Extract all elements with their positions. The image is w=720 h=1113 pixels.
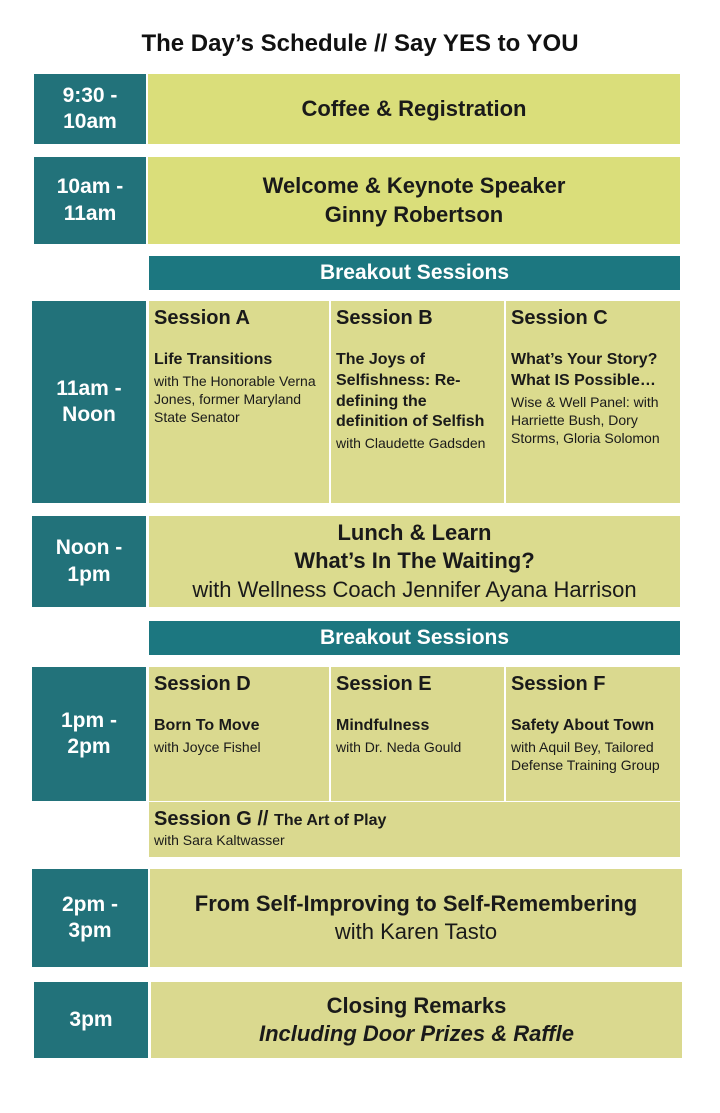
session-detail: Wise & Well Panel: with Harriette Bush, Dory Storms, Gloria Solomon xyxy=(511,393,660,446)
session-detail: with Joyce Fishel xyxy=(154,738,261,755)
page-title: The Day’s Schedule // Say YES to YOU xyxy=(141,30,579,57)
session-title: The Art of Play xyxy=(274,812,387,829)
session-card xyxy=(149,301,329,503)
item-detail: with Karen Tasto xyxy=(334,919,498,944)
session-name: Session D xyxy=(154,673,251,695)
breakout-banner: Breakout Sessions xyxy=(149,621,680,655)
session-title: Life Transitions xyxy=(154,351,273,368)
session-name: Session G // xyxy=(154,808,269,830)
session-card xyxy=(506,667,680,801)
item-title: Welcome & Keynote Speaker xyxy=(262,173,566,199)
session-title: Born To Move xyxy=(154,717,260,734)
session-title: The Joys of Selfishness: Re-defining the definition of Selfish xyxy=(336,351,485,431)
session-detail: with Aquil Bey, Tailored Defense Training Group xyxy=(511,738,660,773)
item-title: From Self-Improving to Self-Remembering xyxy=(194,890,638,916)
item-title: Closing Remarks xyxy=(326,992,507,1018)
schedule-item xyxy=(149,516,680,607)
session-name: Session B xyxy=(336,307,433,329)
time-slot: 1pm - 2pm xyxy=(32,667,146,801)
session-card xyxy=(331,667,504,801)
schedule-item xyxy=(148,74,680,144)
time-slot: 10am - 11am xyxy=(34,157,146,244)
session-title: Safety About Town xyxy=(511,717,655,734)
schedule-item xyxy=(148,157,680,244)
item-detail: with Wellness Coach Jennifer Ayana Harrison xyxy=(192,576,637,602)
session-detail: with Dr. Neda Gould xyxy=(336,738,462,755)
session-card xyxy=(506,301,680,503)
session-title: What’s Your Story? What IS Possible… xyxy=(511,351,658,389)
schedule-item xyxy=(151,982,682,1058)
item-title: Lunch & Learn xyxy=(337,520,492,546)
session-card xyxy=(331,301,504,503)
session-card xyxy=(149,802,680,857)
session-detail: with The Honorable Verna Jones, former Maryland State Senator xyxy=(154,372,316,426)
session-name: Session E xyxy=(336,673,432,695)
session-title: Mindfulness xyxy=(336,717,430,734)
session-name: Session A xyxy=(154,307,250,329)
item-title: Coffee & Registration xyxy=(301,95,527,121)
session-name: Session F xyxy=(511,673,606,695)
item-subtitle: Ginny Robertson xyxy=(324,201,504,227)
session-card xyxy=(149,667,329,801)
session-detail: with Claudette Gadsden xyxy=(336,435,486,452)
session-detail: with Sara Kaltwasser xyxy=(154,832,285,848)
time-slot: 3pm xyxy=(34,982,148,1058)
item-subtitle: What’s In The Waiting? xyxy=(294,548,535,574)
time-slot: 2pm - 3pm xyxy=(32,869,148,967)
time-slot: 11am - Noon xyxy=(32,301,146,503)
breakout-banner: Breakout Sessions xyxy=(149,256,680,290)
session-name: Session C xyxy=(511,307,608,329)
time-slot: 9:30 - 10am xyxy=(34,74,146,144)
session-name-line xyxy=(154,808,676,831)
item-subtitle: Including Door Prizes & Raffle xyxy=(259,1021,574,1046)
schedule-item xyxy=(150,869,682,967)
time-slot: Noon - 1pm xyxy=(32,516,146,607)
